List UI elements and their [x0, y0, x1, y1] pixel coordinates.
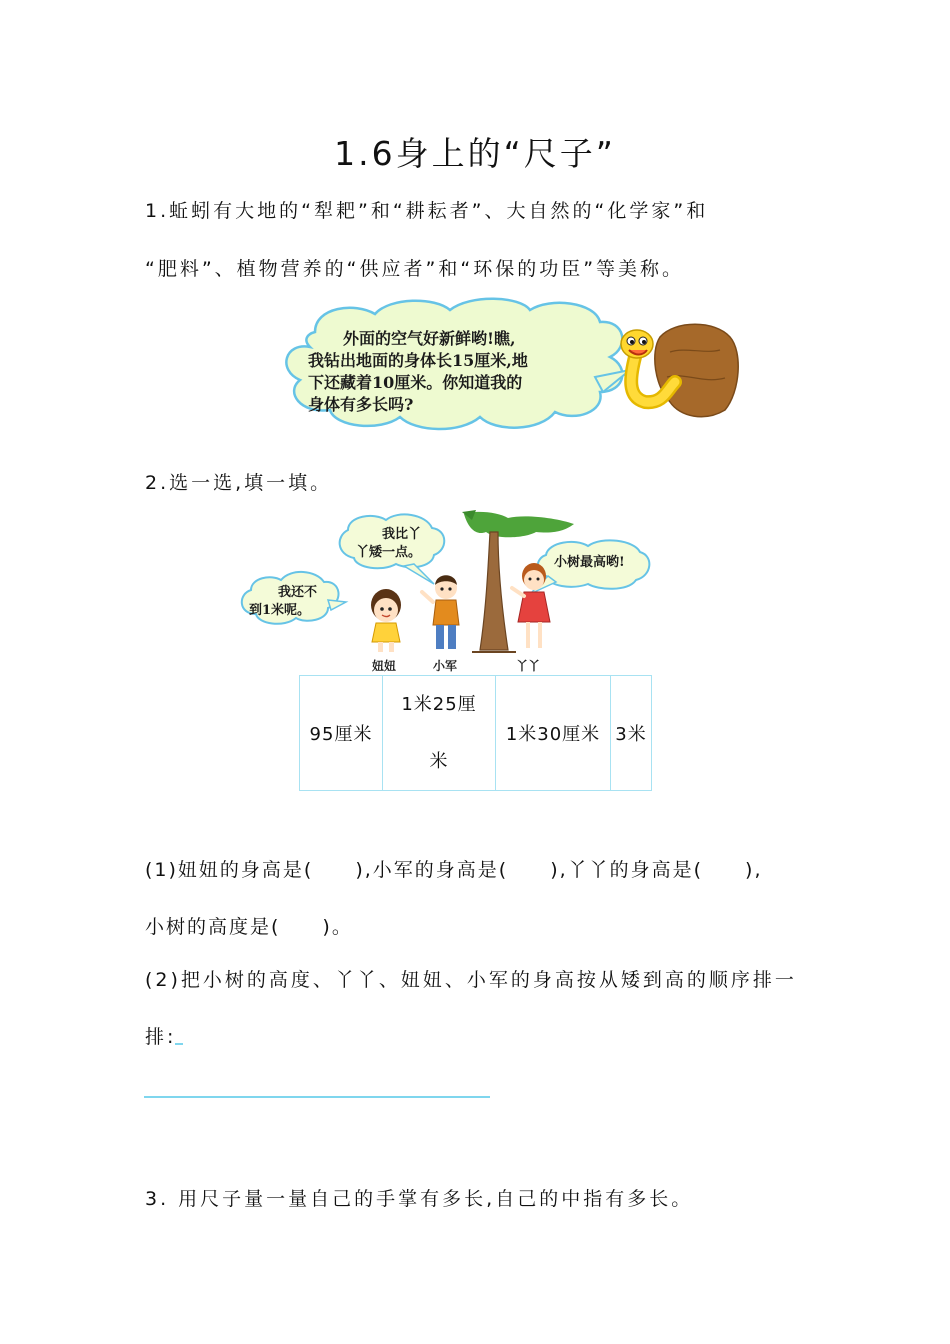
answer-underline[interactable]: [144, 1096, 490, 1098]
option-1m25cm-line2: 米: [429, 751, 449, 772]
bubble-line2: 我钻出地面的身体长15厘米,地: [308, 351, 528, 370]
q1-text-line2: “肥料”、植物营养的“供应者”和“环保的功臣”等美称。: [145, 258, 685, 280]
earthworm-illustration: [275, 292, 745, 442]
q2-sub1-line2: 小树的高度是( )。: [145, 916, 353, 938]
option-95cm: 95厘米: [309, 724, 373, 745]
q2-sub2-line1: (2)把小树的高度、丫丫、妞妞、小军的身高按从矮到高的顺序排一: [145, 969, 797, 991]
option-3m: 3米: [615, 724, 647, 745]
q2-sub1-line1: (1)妞妞的身高是( ),小军的身高是( ),丫丫的身高是( ),: [145, 859, 763, 881]
q2-heading: 2.选一选,填一填。: [145, 472, 333, 494]
bubble-right-text: 小树最高哟!: [554, 555, 625, 570]
name-label-yaya: 丫丫: [516, 659, 541, 673]
option-1m25cm-line1: 1米25厘: [401, 694, 477, 715]
bubble-left-line1: 我还不: [278, 585, 318, 600]
option-1m25cm: [383, 676, 495, 790]
height-illustration: [236, 510, 656, 675]
option-cell: [496, 676, 611, 791]
bubble-middle-line1: 我比丫: [382, 527, 422, 542]
option-1m30cm: 1米30厘米: [505, 724, 601, 745]
name-label-niuniu: 妞妞: [372, 659, 397, 673]
option-cell: [300, 676, 383, 791]
page-title: 1.6身上的“尺子”: [334, 134, 616, 173]
bubble-line1: 外面的空气好新鲜哟!瞧,: [343, 329, 516, 348]
q3-text: 3. 用尺子量一量自己的手掌有多长,自己的中指有多长。: [145, 1188, 694, 1210]
q1-text-line1: 1.蚯蚓有大地的“犁耙”和“耕耘者”、大自然的“化学家”和: [145, 200, 709, 222]
height-options-table: [299, 675, 652, 791]
bubble-line3: 下还藏着10厘米。你知道我的: [308, 373, 523, 392]
bubble-left-line2: 到1米呢。: [249, 603, 311, 618]
bubble-line4: 身体有多长吗?: [308, 395, 414, 414]
name-label-xiaojun: 小军: [433, 659, 458, 673]
bubble-middle-line2: 丫矮一点。: [356, 545, 422, 560]
option-cell: [383, 676, 496, 791]
answer-underline-short: [175, 1043, 183, 1045]
option-cell: [611, 676, 652, 791]
table-row: [300, 676, 652, 791]
q2-sub2-line2: 排:: [145, 1026, 177, 1048]
